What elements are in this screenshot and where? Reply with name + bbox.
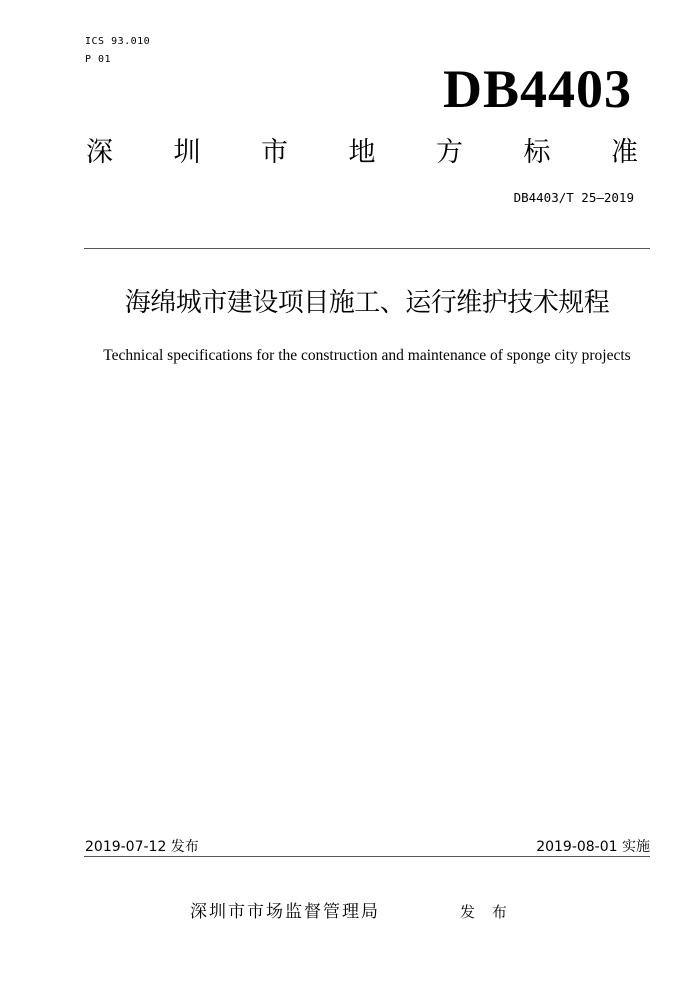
standard-type-char: 地 [348,137,376,168]
standard-type-char: 方 [436,137,463,168]
issue-date: 2019-07-12 发布 [85,839,199,855]
standard-number: DB4403/T 25—2019 [513,190,634,205]
standard-type-char: 标 [523,137,551,168]
ccs-code: P 01 [85,54,112,65]
standard-code: DB4403 [442,59,632,119]
standard-type-char: 准 [611,137,638,168]
bottom-divider [84,856,650,857]
standard-type-char: 圳 [173,137,201,168]
title-english: Technical specifications for the construction and maintenance of sponge city projects [103,347,631,364]
top-divider [84,248,650,249]
standard-type-char: 市 [261,137,288,168]
title-chinese: 海绵城市建设项目施工、运行维护技术规程 [124,288,610,318]
issuer-name: 深圳市市场监督管理局 [190,902,380,922]
implementation-date: 2019-08-01 实施 [536,839,650,855]
ics-code: ICS 93.010 [85,36,151,47]
standard-type [86,136,638,170]
standard-type-char: 深 [86,137,113,168]
issuer-suffix: 发 布 [460,903,513,921]
